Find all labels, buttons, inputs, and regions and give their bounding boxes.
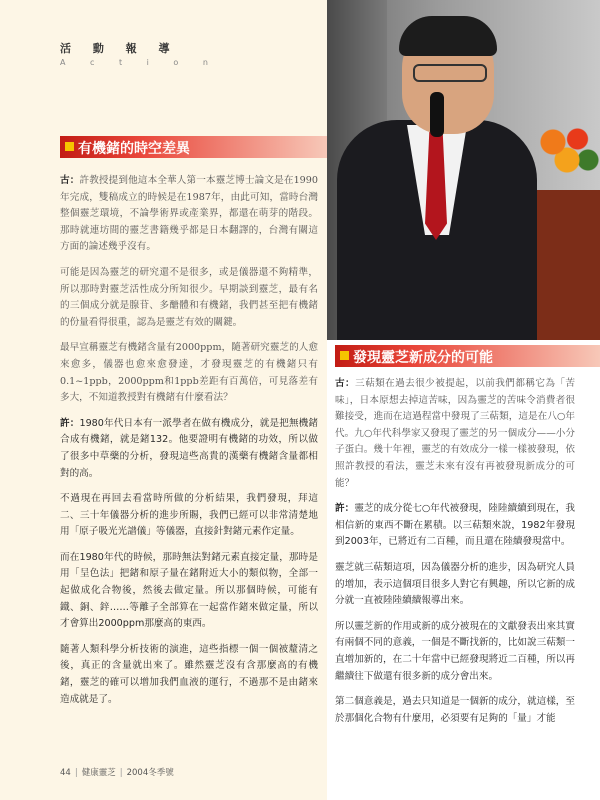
header-subtitle: A c t i o n (60, 58, 219, 67)
paragraph: 古：三萜類在過去很少被提起，以前我們都稱它為「苦味」，日本原想去掉這苦味，因為靈芝的苦味令消費者很難接受，進而在這過程當中發現了三萜類，這是在八○年代。九○年代科學家又發現了靈芝的另一個成分——小分子蛋白。幾十年裡，靈芝的有效成分一樣一樣被發現，依照許教授的看法，靈芝未來有沒有再被發現新成分的可能？ (335, 378, 576, 489)
page-footer: 44 | 健康靈芝 | 2004冬季號 (60, 768, 174, 778)
section-heading-1 (60, 136, 327, 158)
paragraph: 最早宣稱靈芝有機鍺含量有2000ppm，隨著研究靈芝的人愈來愈多，儀器也愈來愈發達，才發現靈芝的有機鍺只有0.1~1ppb，2000ppm和1ppb差距有百萬倍，可見落差有多大，不知道教授對有機鍺有什麼看法？ (60, 342, 318, 404)
paragraph: 古：許教授提到他這本全華人第一本靈芝博士論文是在1990年完成，雙稿成立的時候是在1987年，由此可知，當時台灣整個靈芝環境，不論學術界或產業界，都還在萌芽的階段。那時就連坊間的靈芝書籍幾乎都是日本翻譯的，台灣有關這方面的論述幾乎沒有。 (60, 175, 318, 253)
paragraph: 許：靈芝的成分從七○年代被發現，陸陸續續到現在，我相信新的東西不斷在累積。以三萜類來說，1982年發現到2003年，已將近有二百種，而且還在陸續發現當中。 (335, 503, 576, 548)
section-header (60, 40, 219, 67)
section-title-1: 有機鍺的時空差異 (78, 141, 190, 157)
paragraph: 第二個意義是，過去只知道是一個新的成分，就這樣，至於那個化合物有什麼用，必須要有足夠的「量」才能 (335, 696, 575, 724)
header-title: 活 動 報 導 (60, 42, 179, 55)
section-heading-2 (335, 345, 600, 367)
section-title-2: 發現靈芝新成分的可能 (353, 350, 493, 366)
paragraph: 隨著人類科學分析技術的演進，這些指標一個一個被釐清之後，真正的含量就出來了。雖然靈芝沒有含那麼高的有機鍺，靈芝的確可以增加我們血液的運行，不過那不是由鍺來造成就是了。 (60, 643, 318, 705)
flower-arrangement (532, 118, 600, 178)
magazine-name: 健康靈芝 (81, 768, 116, 778)
issue-label: 2004冬季號 (126, 768, 174, 778)
paragraph: 不過現在再回去看當時所做的分析結果，我們發現，拜這二、三十年儀器分析的進步所賜，我們已經可以非常清楚地用「原子吸光光譜儀」等儀器，直接針對鍺元素作定量。 (60, 493, 318, 538)
page-number: 44 (60, 768, 71, 778)
heading-marker-icon (65, 142, 74, 151)
microphone (430, 92, 444, 137)
paragraph: 可能是因為靈芝的研究還不是很多，或是儀器還不夠精準，所以那時對靈芝活性成分所知很少。早期談到靈芝，最有名的三個成分就是腺苷、多醣體和有機鍺，我們甚至把有機鍺的份量看得很重，認為是靈芝有效的關鍵。 (60, 266, 318, 328)
speaker-photo (327, 0, 600, 340)
right-column-text (335, 376, 575, 736)
left-column-text (60, 173, 318, 717)
heading-marker-icon (340, 351, 349, 360)
paragraph: 所以靈芝新的作用或新的成分被現在的文獻發表出來其實有兩個不同的意義，一個是不斷找新的，比如說三萜類一直增加新的，在二十年當中已經發現將近二百種，所以再繼續往下做還有很多新的成分會出來。 (335, 620, 575, 682)
paragraph: 而在1980年代的時候，那時無法對鍺元素直接定量，那時是用「呈色法」把鍺和原子量在鍺附近大小的類似物，全部一起做成化合物後，然後去做定量。所以那個時候，可能有鐵、銅、鋅……等離子全部算在一起當作鍺來做定量，所以才會算出2000ppm那麼高的東西。 (60, 551, 318, 630)
paragraph: 靈芝就三萜類這項，因為儀器分析的進步，因為研究人員的增加，表示這個項目很多人對它有興趣，所以它新的成分就一直被陸陸續續報導出來。 (335, 561, 575, 607)
paragraph: 許：1980年代日本有一派學者在做有機成分，就是把無機鍺合成有機鍺，就是鍺132。他要證明有機鍺的功效，所以做了很多中草藥的分析，發現這些高貴的漢藥有機鍺含量都相對的高。 (60, 417, 318, 479)
